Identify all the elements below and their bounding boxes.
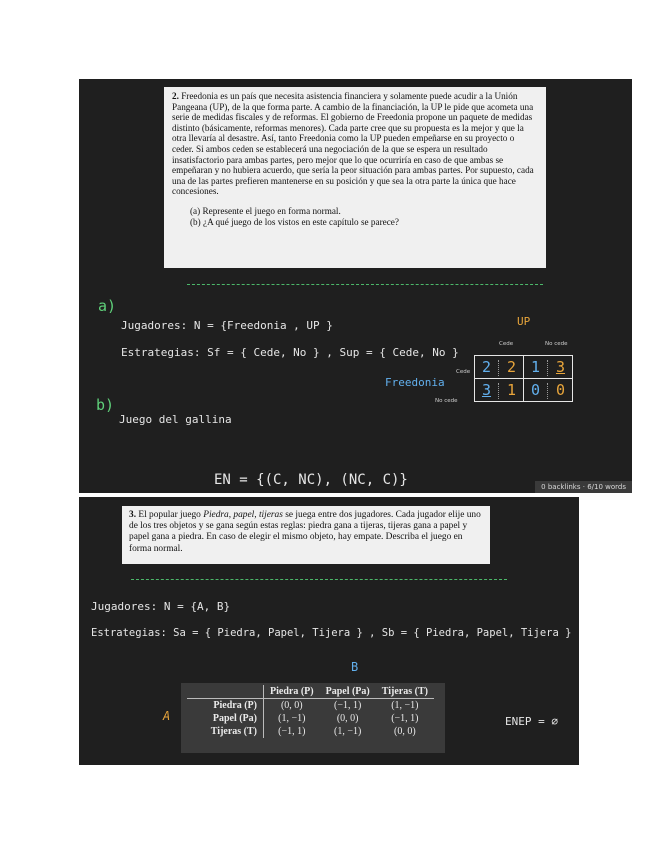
problem-3-card: [122, 506, 490, 564]
game-name: Juego del gallina: [119, 413, 232, 426]
nash-equilibria: EN = {(C, NC), (NC, C)}: [214, 472, 408, 488]
table-row: [187, 725, 434, 738]
players-line: Jugadores: N = {Freedonia , UP }: [121, 319, 333, 332]
row-player-a: A: [163, 709, 171, 723]
payoff-cell: 0: [555, 381, 566, 399]
payoff-cell: (−1, 1): [391, 713, 419, 724]
payoff-cell: 1: [530, 358, 541, 376]
table-row: [187, 699, 434, 713]
col-player-b: B: [351, 660, 359, 674]
problem-2-card: [164, 87, 546, 268]
rps-col-header: Tijeras (T): [376, 685, 434, 699]
payoff-cell: (0, 0): [394, 726, 416, 737]
payoff-matrix: [474, 355, 573, 402]
payoff-cell: (1, −1): [334, 726, 362, 737]
question-b: (b) ¿A qué juego de los vistos en este capítulo se parece?: [190, 216, 399, 227]
row-header-cede: Cede: [456, 369, 471, 375]
col-header-nocede: No cede: [545, 341, 568, 347]
question-a: (a) Represente el juego en forma normal.: [190, 205, 341, 216]
strategies-line: Estrategias: Sf = { Cede, No } , Sup = { Cede, No }: [121, 346, 459, 359]
problem-2-text: 2. Freedonia es un país que necesita asistencia financiera y solamente puede acudir a la Unión Pangeana (UP), de la que forma parte. A cambio de la financiación, la UP le pide que acometa una serie de medidas fiscales y de reformas. El gobierno de Freedonia propone un paquete de medidas distinto (básicamente, reformas menores). Cada parte cree que su propuesta es la mejor y que la otra llevaría al desastre. Así, tanto Freedonia como la UP pueden empeñarse en su proyecto o ceder. Si ambos ceden se establecerá una negociación de la que se espera un resultado insatisfactorio para ambas partes, pero mejor que lo que ocurriría en caso de que ambas se empeñaran y no hubiera acuerdo, que sería la peor situación para ambas partes. Por supuesto, cada una de las partes prefieren mantenerse en su posición y que sea la otra parte la única que hace concesiones.: [172, 91, 534, 197]
dashed-divider: [187, 284, 543, 285]
part-b-label: b): [96, 396, 115, 414]
table-row: [187, 712, 434, 725]
payoff-cell: 3: [555, 358, 566, 376]
payoff-cell: (1, −1): [278, 713, 306, 724]
payoff-cell: 2: [481, 358, 492, 376]
part-a-label: a): [98, 297, 117, 315]
payoff-cell: (−1, 1): [278, 726, 306, 737]
status-bar: 0 backlinks · 6/10 words: [535, 481, 632, 493]
row-player-label: Freedonia: [385, 376, 445, 389]
row-label: Tijeras (T): [187, 725, 264, 738]
payoff-cell: (1, −1): [391, 700, 419, 711]
rps-col-header: Papel (Pa): [320, 685, 376, 699]
row-header-nocede: No cede: [435, 398, 458, 404]
row-label: Papel (Pa): [187, 712, 264, 725]
col-player-label: UP: [517, 315, 531, 328]
problem-3-text: 3. El popular juego Piedra, papel, tijeras se juega entre dos jugadores. Cada jugador elije uno de los tres objetos y se gana según estas reglas: piedra gana a tijeras, tijeras gana a papel y papel gana a piedra. En caso de elegir el mismo objeto, hay empate. Describa el juego en forma normal.: [129, 510, 481, 554]
payoff-cell: (0, 0): [336, 713, 359, 724]
notes-panel-1: [79, 79, 632, 493]
notes-panel-2: [79, 497, 579, 765]
payoff-cell: 3: [481, 381, 492, 399]
players-line-2: Jugadores: N = {A, B}: [91, 600, 231, 613]
rps-col-header: Piedra (P): [264, 685, 320, 699]
row-label: Piedra (P): [187, 699, 264, 713]
payoff-cell: 2: [506, 358, 517, 376]
strategies-line-2: Estrategias: Sa = { Piedra, Papel, Tijera } , Sb = { Piedra, Papel, Tijera }: [91, 627, 572, 639]
col-header-cede: Cede: [499, 341, 514, 347]
payoff-cell: (0, 0): [280, 700, 303, 711]
payoff-cell: (−1, 1): [334, 700, 362, 711]
payoff-cell: 1: [506, 381, 517, 399]
rps-table: [181, 683, 445, 753]
enep-result: ENEP = ∅: [505, 715, 558, 728]
dashed-divider: [131, 579, 507, 580]
payoff-cell: 0: [530, 381, 541, 399]
